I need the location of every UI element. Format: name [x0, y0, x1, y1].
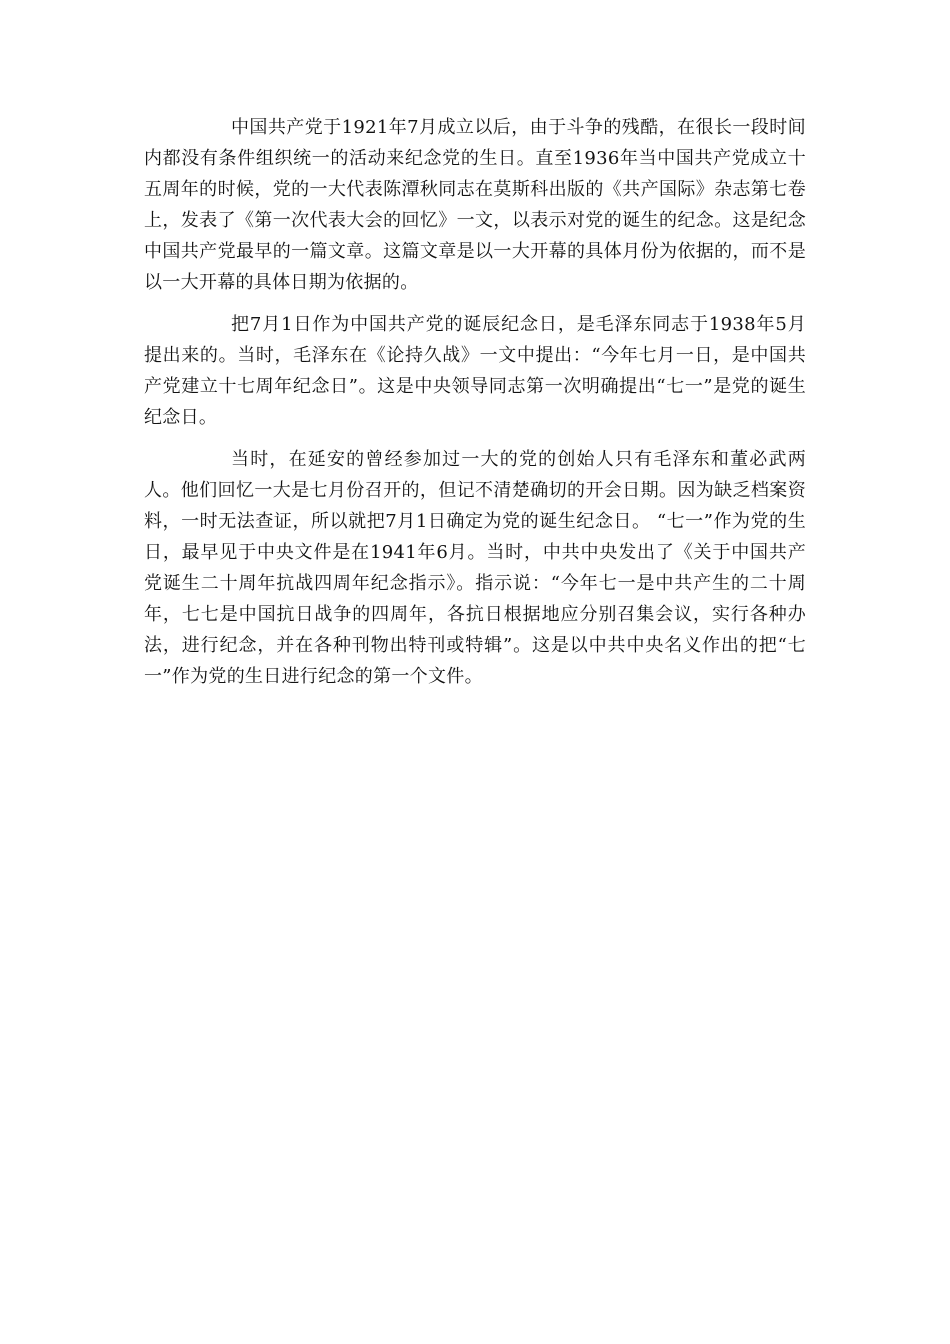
paragraph-2: 把7月1日作为中国共产党的诞辰纪念日，是毛泽东同志于1938年5月提出来的。当时，毛泽东在《论持久战》一文中提出：“今年七月一日，是中国共产党建立十七周年纪念日”。这是中央领导同志第一次明确提出“七一”是党的诞生纪念日。 — [144, 314, 806, 428]
paragraph-3: 当时，在延安的曾经参加过一大的党的创始人只有毛泽东和董必武两人。他们回忆一大是七月份召开的，但记不清楚确切的开会日期。因为缺乏档案资料，一时无法查证，所以就把7月1日确定为党的诞生纪念日。 “七一”作为党的生日，最早见于中央文件是在1941年6月。当时，中共中央发出了《关于中国共产党诞生二十周年抗战四周年纪念指示》。指示说：“今年七一是中共产生的二十周年，七七是中国抗日战争的四周年，各抗日根据地应分别召集会议，实行各种办法，进行纪念，并在各种刊物出特刊或特辑”。这是以中共中央名义作出的把“七一”作为党的生日进行纪念的第一个文件。 — [144, 449, 806, 687]
paragraph-1: 中国共产党于1921年7月成立以后，由于斗争的残酷，在很长一段时间内都没有条件组织统一的活动来纪念党的生日。直至1936年当中国共产党成立十五周年的时候，党的一大代表陈潭秋同志在莫斯科出版的《共产国际》杂志第七卷上，发表了《第一次代表大会的回忆》一文，以表示对党的诞生的纪念。这是纪念中国共产党最早的一篇文章。这篇文章是以一大开幕的具体月份为依据的，而不是以一大开幕的具体日期为依据的。 — [144, 117, 806, 293]
document-page — [144, 112, 806, 692]
